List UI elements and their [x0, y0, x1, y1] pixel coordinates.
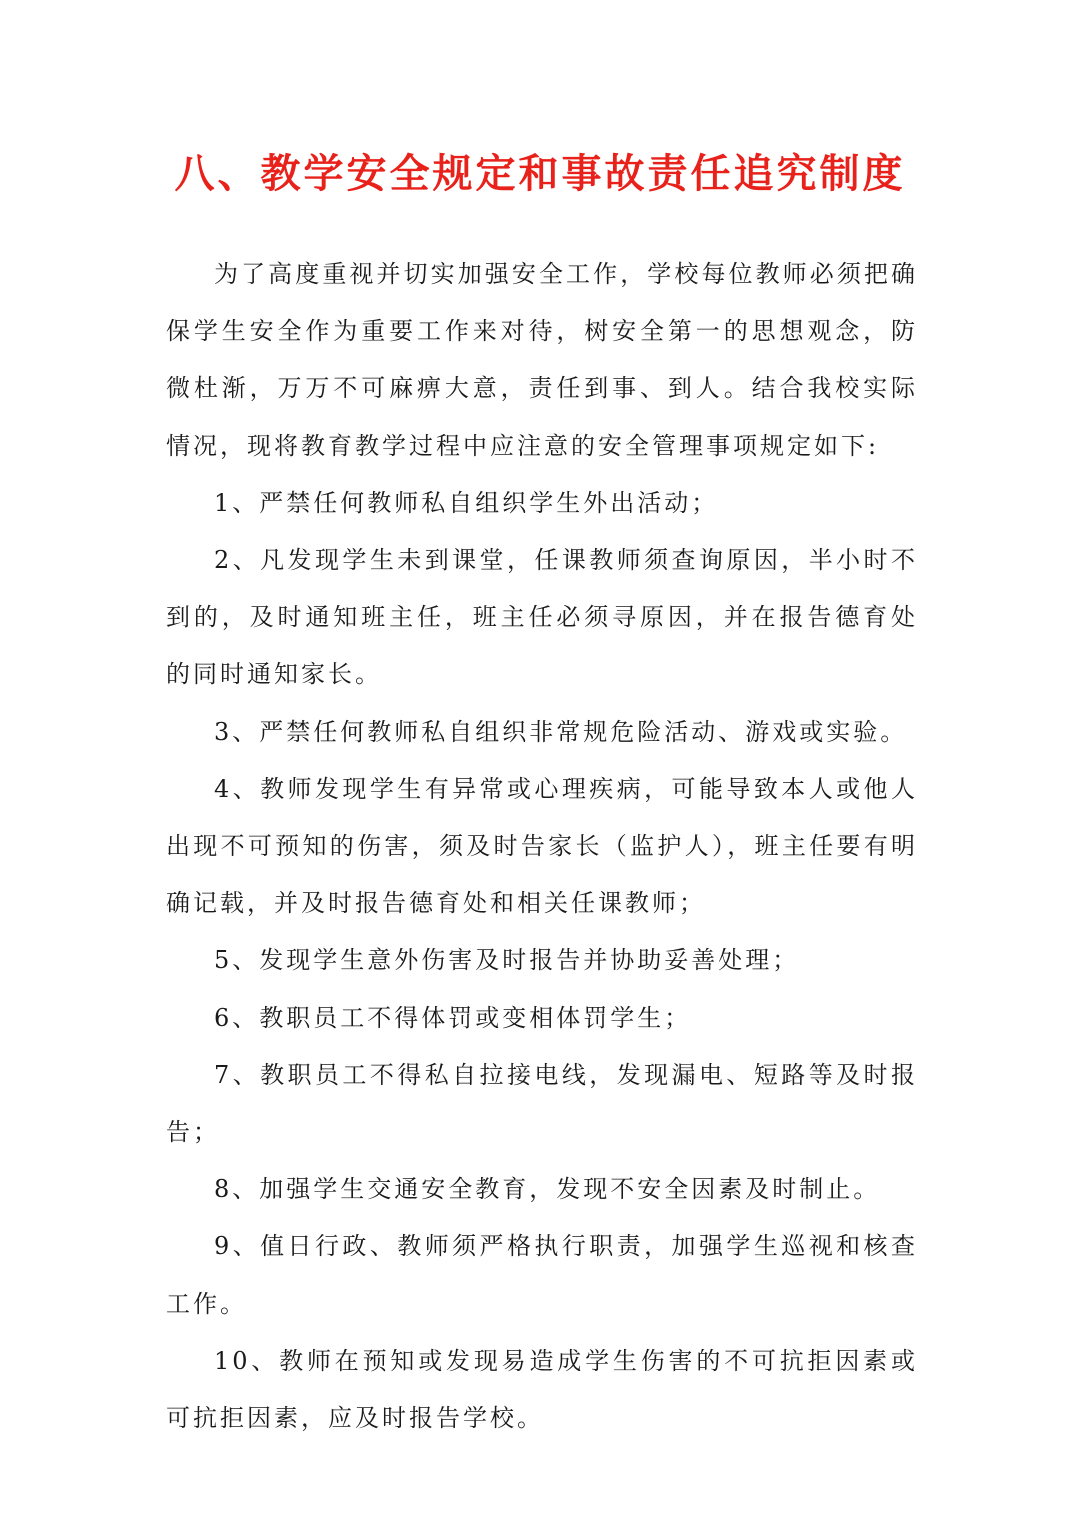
rule-item-1: 1、严禁任何教师私自组织学生外出活动； [214, 488, 719, 517]
rule-item-4: 4、教师发现学生有异常或心理疾病，可能导致本人或他人出现不可预知的伤害，须及时告家长（监护人），班主任要有明确记载，并及时报告德育处和相关任课教师； [166, 774, 918, 918]
rule-item-9: 9、值日行政、教师须严格执行职责，加强学生巡视和核查工作。 [166, 1232, 918, 1318]
intro-paragraph: 为了高度重视并切实加强安全工作，学校每位教师必须把确保学生安全作为重要工作来对待，树安全第一的思想观念，防微杜渐，万万不可麻痹大意，责任到事、到人。结合我校实际情况，现将教育教学过程中应注意的安全管理事项规定如下: [166, 260, 918, 460]
rule-item-7: 7、教职员工不得私自拉接电线，发现漏电、短路等及时报告； [166, 1060, 918, 1147]
rule-item-6: 6、教职员工不得体罚或变相体罚学生； [214, 1003, 692, 1032]
rule-item-5: 5、发现学生意外伤害及时报告并协助妥善处理； [214, 946, 800, 975]
rule-item-8: 8、加强学生交通安全教育，发现不安全因素及时制止。 [214, 1175, 881, 1204]
rule-item-2: 2、凡发现学生未到课堂，任课教师须查询原因，半小时不到的，及时通知班主任，班主任必须寻原因，并在报告德育处的同时通知家长。 [166, 546, 918, 689]
rule-item-3: 3、严禁任何教师私自组织非常规危险活动、游戏或实验。 [214, 717, 908, 746]
document-title: 八、教学安全规定和事故责任追究制度 [174, 150, 906, 197]
document-body [166, 246, 918, 1447]
rule-item-10: 10、教师在预知或发现易造成学生伤害的不可抗拒因素或可抗拒因素，应及时报告学校。 [166, 1346, 918, 1433]
